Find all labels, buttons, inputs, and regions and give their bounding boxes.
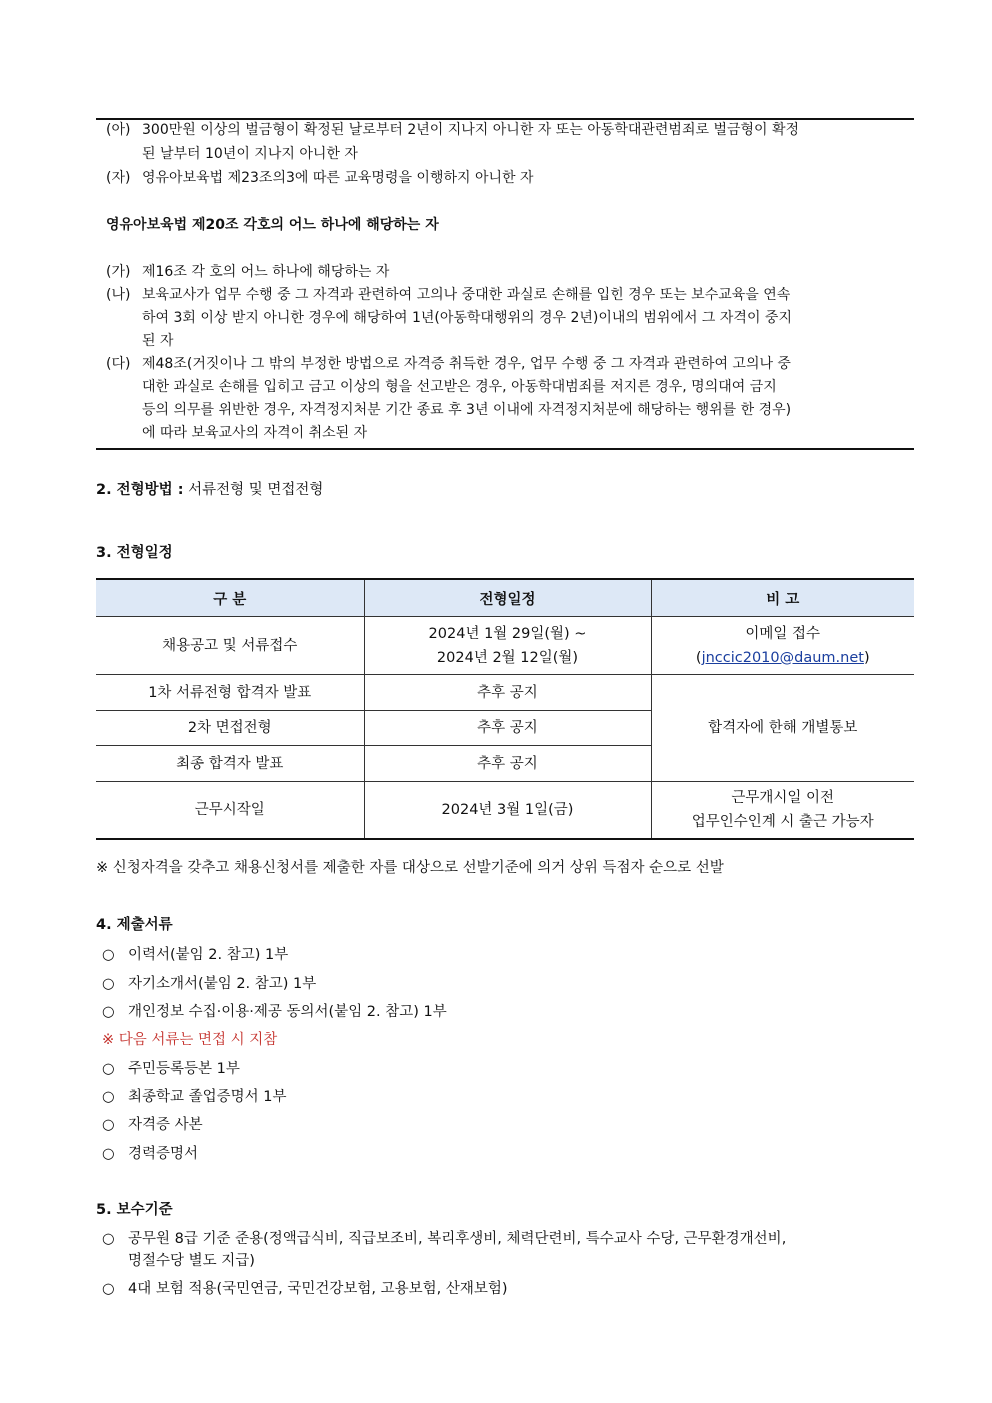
cell-category: 1차 서류전형 합격자 발표 bbox=[96, 675, 364, 711]
item-na-line: 하여 3회 이상 받지 아니한 경우에 해당하여 1년(아동학대행위의 경우 2년)이내의 범위에서 그 자격이 중지 bbox=[142, 310, 792, 326]
list-item bbox=[102, 1227, 786, 1248]
cell-note-line: 근무개시일 이전 bbox=[731, 789, 835, 806]
section2-value: 서류전형 및 면접전형 bbox=[183, 482, 324, 498]
bullet-circle-icon: ○ bbox=[102, 1061, 115, 1077]
list-item-text: 자기소개서(붙임 2. 참고) 1부 bbox=[128, 976, 317, 992]
cell-schedule: 추후 공지 bbox=[364, 675, 651, 711]
cell-category: 2차 면접전형 bbox=[96, 711, 364, 746]
bullet-circle-icon: ○ bbox=[102, 1231, 115, 1247]
section5-heading: 5. 보수기준 bbox=[96, 1202, 173, 1218]
item-na-line: 된 자 bbox=[142, 333, 174, 349]
item-ja-line: 영유아보육법 제23조의3에 따른 교육명령을 이행하지 아니한 자 bbox=[142, 170, 534, 186]
section2-heading bbox=[96, 478, 323, 499]
bullet-circle-icon: ○ bbox=[102, 1146, 115, 1162]
list-item bbox=[102, 1113, 203, 1134]
list-item-text: 공무원 8급 기준 준용(정액급식비, 직급보조비, 복리후생비, 체력단련비, 특수교사 수당, 근무환경개선비, bbox=[128, 1231, 787, 1247]
list-item-text: 최종학교 졸업증명서 1부 bbox=[128, 1089, 287, 1105]
cell-note-merged: 합격자에 한해 개별통보 bbox=[651, 675, 914, 782]
table-row bbox=[96, 782, 914, 839]
cell-schedule: 추후 공지 bbox=[364, 746, 651, 782]
table-header-row bbox=[96, 579, 914, 617]
list-item bbox=[102, 1142, 198, 1163]
item-da-line: 대한 과실로 손해를 입히고 금고 이상의 형을 선고받은 경우, 아동학대범죄를 저지른 경우, 명의대여 금지 bbox=[142, 379, 777, 395]
list-item-text: 이력서(붙임 2. 참고) 1부 bbox=[128, 947, 289, 963]
cell-category: 채용공고 및 서류접수 bbox=[96, 617, 364, 675]
bullet-circle-icon: ○ bbox=[102, 947, 115, 963]
subheading: 영유아보육법 제20조 각호의 어느 하나에 해당하는 자 bbox=[106, 217, 439, 233]
item-da-line: 등의 의무를 위반한 경우, 자격정지처분 기간 종료 후 3년 이내에 자격정지처분에 해당하는 행위를 한 경우) bbox=[142, 402, 792, 418]
paren-open: ( bbox=[695, 649, 702, 666]
item-da-line: 제48조(거짓이나 그 밖의 부정한 방법으로 자격증 취득한 경우, 업무 수행 중 그 자격과 관련하여 고의나 중 bbox=[142, 356, 791, 372]
item-ga-mark: (가) bbox=[106, 264, 131, 280]
list-item-text: 자격증 사본 bbox=[128, 1117, 203, 1133]
selection-footnote: ※ 신청자격을 갖추고 채용신청서를 제출한 자를 대상으로 선발기준에 의거 상위 득점자 순으로 선발 bbox=[96, 860, 724, 876]
item-ga-line: 제16조 각 호의 어느 하나에 해당하는 자 bbox=[142, 264, 390, 280]
cell-note-line: 업무인수인계 시 출근 가능자 bbox=[691, 813, 874, 830]
list-item bbox=[102, 943, 288, 964]
section3-heading: 3. 전형일정 bbox=[96, 545, 173, 561]
list-item-text: 4대 보험 적용(국민연금, 국민건강보험, 고용보험, 산재보험) bbox=[128, 1281, 508, 1297]
item-da-mark: (다) bbox=[106, 356, 131, 372]
list-item bbox=[102, 1000, 447, 1021]
col-header-category: 구 분 bbox=[96, 579, 364, 617]
section2-label: 2. 전형방법 : bbox=[96, 482, 184, 498]
cell-schedule bbox=[364, 617, 651, 675]
cell-schedule-line: 2024년 1월 29일(월) ~ bbox=[428, 625, 587, 642]
list-item bbox=[102, 972, 316, 993]
item-a-line: 된 날부터 10년이 지나지 아니한 자 bbox=[142, 146, 358, 162]
cell-note-line: 이메일 접수 bbox=[745, 625, 821, 642]
bullet-circle-icon: ○ bbox=[102, 1281, 115, 1297]
list-item-text: 주민등록등본 1부 bbox=[128, 1061, 240, 1077]
list-item-continuation: 명절수당 별도 지급) bbox=[128, 1253, 255, 1269]
cell-schedule-line: 2024년 2월 12일(월) bbox=[436, 649, 579, 666]
interview-note: ※ 다음 서류는 면접 시 지참 bbox=[102, 1032, 278, 1048]
paren-close: ) bbox=[863, 649, 870, 666]
list-item bbox=[102, 1277, 508, 1298]
table-row bbox=[96, 617, 914, 675]
item-a-mark: (아) bbox=[106, 122, 131, 138]
list-item-text: 개인정보 수집·이용·제공 동의서(붙임 2. 참고) 1부 bbox=[128, 1004, 447, 1020]
col-header-note: 비 고 bbox=[651, 579, 914, 617]
table-row bbox=[96, 675, 914, 711]
item-da-line: 에 따라 보육교사의 자격이 취소된 자 bbox=[142, 425, 368, 441]
schedule-table bbox=[96, 578, 914, 840]
section4-heading: 4. 제출서류 bbox=[96, 917, 173, 933]
cell-category: 최종 합격자 발표 bbox=[96, 746, 364, 782]
email-link[interactable]: jnccic2010@daum.net bbox=[701, 649, 864, 666]
list-item bbox=[102, 1085, 287, 1106]
bullet-circle-icon: ○ bbox=[102, 1117, 115, 1133]
cell-note bbox=[651, 617, 914, 675]
item-na-mark: (나) bbox=[106, 287, 131, 303]
item-a-line: 300만원 이상의 벌금형이 확정된 날로부터 2년이 지나지 아니한 자 또는 아동학대관련범죄로 벌금형이 확정 bbox=[142, 122, 800, 138]
cell-schedule: 추후 공지 bbox=[364, 711, 651, 746]
cell-schedule: 2024년 3월 1일(금) bbox=[364, 782, 651, 839]
list-item-text: 경력증명서 bbox=[128, 1146, 199, 1162]
bullet-circle-icon: ○ bbox=[102, 1004, 115, 1020]
bullet-circle-icon: ○ bbox=[102, 976, 115, 992]
col-header-schedule: 전형일정 bbox=[364, 579, 651, 617]
cell-category: 근무시작일 bbox=[96, 782, 364, 839]
cell-note-line bbox=[653, 646, 914, 670]
item-ja-mark: (자) bbox=[106, 170, 131, 186]
item-na-line: 보육교사가 업무 수행 중 그 자격과 관련하여 고의나 중대한 과실로 손해를 입힌 경우 또는 보수교육을 연속 bbox=[142, 287, 791, 303]
bullet-circle-icon: ○ bbox=[102, 1089, 115, 1105]
list-item bbox=[102, 1057, 240, 1078]
cell-note bbox=[651, 782, 914, 839]
